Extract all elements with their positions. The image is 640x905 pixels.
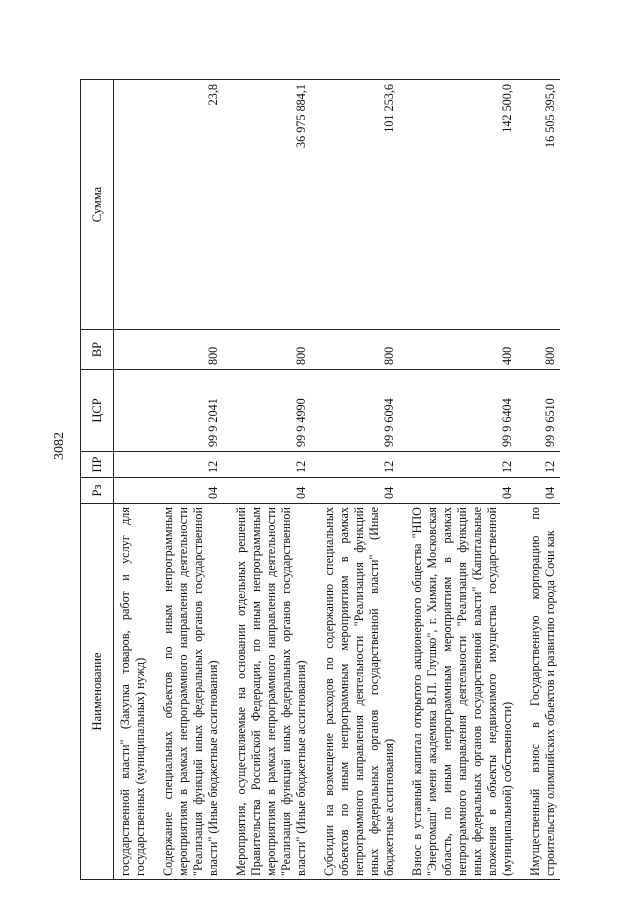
row-csr: 99 9 6510 — [525, 370, 560, 452]
row-pr: 12 — [319, 452, 399, 478]
table-row — [407, 80, 517, 880]
header-vr: ВР — [81, 330, 114, 370]
row-pr: 12 — [525, 452, 560, 478]
row-name: государственной власти" (Закупка товаров, работ и услуг для государственных (муниципальных) нужд) — [114, 504, 151, 880]
header-csr: ЦСР — [81, 370, 114, 452]
rotated-page-content — [80, 80, 600, 880]
row-pr: 12 — [231, 452, 311, 478]
row-pr: 12 — [158, 452, 223, 478]
row-name: Взнос в уставный капитал открытого акционерного общества "НПО "Энергомаш" имени академика В.П. Глушко", г. Химки, Московская область, по иным непрограммным мероприятиям в рамках непрограммного направления деятельности "Реализация функций иных федеральных органов государственной власти" (Капитальные вложения в объекты недвижимого имущества государственной (муниципальной) собственности) — [407, 504, 517, 880]
row-rz: 04 — [525, 478, 560, 504]
row-rz: 04 — [231, 478, 311, 504]
row-sum: 142 500,0 — [407, 80, 517, 330]
row-csr: 99 9 4990 — [231, 370, 311, 452]
row-csr: 99 9 2041 — [158, 370, 223, 452]
row-csr — [114, 370, 151, 452]
row-name: Мероприятия, осуществляемые на основании отдельных решений Правительства Российской Федерации, по иным непрограммным мероприятиям в рамках непрограммного направления деятельности "Реализация функций иных федеральных органов государственной власти" (Иные бюджетные ассигнования) — [231, 504, 311, 880]
row-vr: 800 — [319, 330, 399, 370]
row-sum — [114, 80, 151, 330]
table-row — [158, 80, 223, 880]
row-pr: 12 — [407, 452, 517, 478]
table-row — [319, 80, 399, 880]
row-vr — [114, 330, 151, 370]
row-csr: 99 9 6404 — [407, 370, 517, 452]
row-csr: 99 9 6094 — [319, 370, 399, 452]
row-rz — [114, 478, 151, 504]
row-vr: 400 — [407, 330, 517, 370]
row-pr — [114, 452, 151, 478]
row-vr: 800 — [158, 330, 223, 370]
table-header-row — [81, 80, 114, 880]
table-row — [525, 80, 560, 880]
table-row — [114, 80, 151, 880]
row-sum: 16 505 395,0 — [525, 80, 560, 330]
row-name: Содержание специальных объектов по иным непрограммным мероприятиям в рамках непрограммного направления деятельности "Реализация функций иных федеральных органов государственной власти" (Иные бюджетные ассигнования) — [158, 504, 223, 880]
header-name: Наименование — [81, 504, 114, 880]
header-sum: Сумма — [81, 80, 114, 330]
header-rz: Рз — [81, 478, 114, 504]
row-sum: 101 253,6 — [319, 80, 399, 330]
row-sum: 36 975 884,1 — [231, 80, 311, 330]
row-rz: 04 — [319, 478, 399, 504]
row-name: Имущественный взнос в Государственную корпорацию по строительству олимпийских объектов и развитию города Сочи как — [525, 504, 560, 880]
table-row — [231, 80, 311, 880]
row-name: Субсидии на возмещение расходов по содержанию специальных объектов по иным непрограммным мероприятиям в рамках непрограммного направления деятельности "Реализация функций иных федеральных органов государственной власти" (Иные бюджетные ассигнования) — [319, 504, 399, 880]
row-vr: 800 — [525, 330, 560, 370]
row-rz: 04 — [407, 478, 517, 504]
page-number: 3082 — [52, 432, 67, 460]
row-sum: 23,8 — [158, 80, 223, 330]
row-vr: 800 — [231, 330, 311, 370]
row-rz: 04 — [158, 478, 223, 504]
budget-table — [80, 79, 560, 880]
header-pr: ПР — [81, 452, 114, 478]
